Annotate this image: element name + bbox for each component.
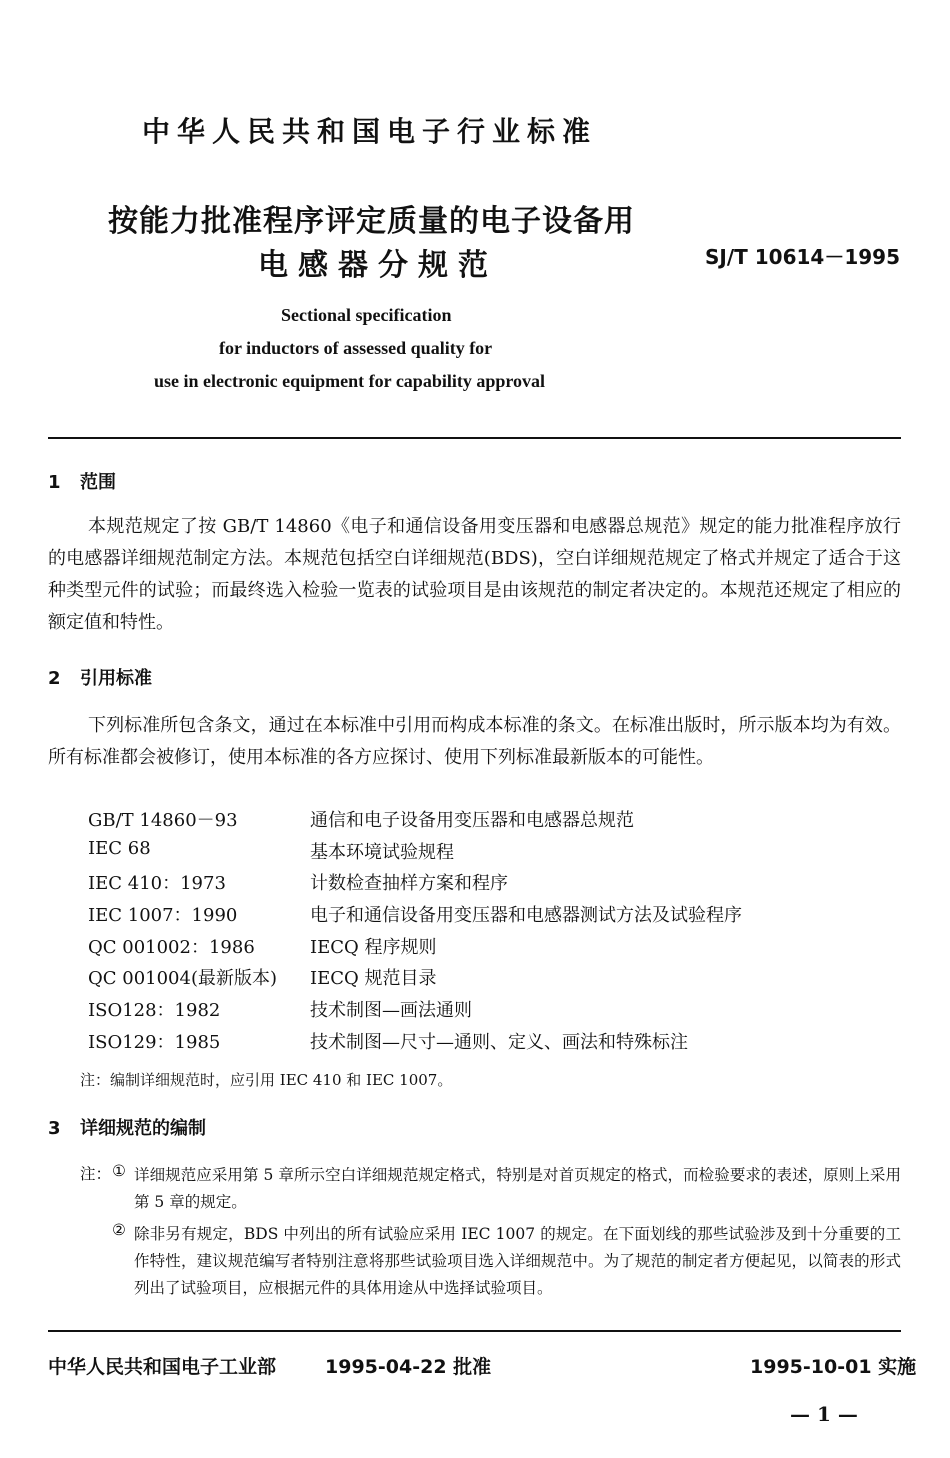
section-2-number: 2 — [48, 668, 61, 689]
page-number: — 1 — — [790, 1402, 858, 1426]
reference-code: IEC 410：1973 — [88, 873, 226, 895]
reference-code: QC 001004(最新版本) — [88, 968, 278, 990]
footer-issuer: 中华人民共和国电子工业部 — [48, 1356, 277, 1378]
reference-code: ISO128：1982 — [88, 1000, 221, 1022]
section-1-title: 范围 — [80, 472, 116, 493]
document-title-en-line3: use in electronic equipment for capability approval — [154, 371, 546, 391]
section-3-title: 详细规范的编制 — [80, 1118, 206, 1139]
section-3-heading — [48, 1114, 206, 1140]
document-header-organization: 中华人民共和国电子行业标准 — [142, 115, 598, 148]
section-1-paragraph: 本规范规定了按 GB/T 14860《电子和通信设备用变压器和电感器总规范》规定的能力批准程序放行的电感器详细规范制定方法。本规范包括空白详细规范(BDS)，空白详细规范规定了格式并规定了适合于这种类型元件的试验；而最终选入检验一览表的试验项目是由该规范的制定者决定的。本规范还规定了相应的额定值和特性。 — [48, 516, 901, 633]
reference-code: IEC 68 — [88, 837, 151, 859]
reference-code: ISO129：1985 — [88, 1031, 221, 1053]
document-title-cn-line2: 电感器分规范 — [258, 248, 498, 283]
reference-title: 通信和电子设备用变压器和电感器总规范 — [310, 810, 634, 831]
section-2-paragraph: 下列标准所包含条文，通过在本标准中引用而构成本标准的条文。在标准出版时，所示版本均为有效。所有标准都会被修订，使用本标准的各方应探讨、使用下列标准最新版本的可能性。 — [48, 715, 901, 768]
section-2-heading — [48, 664, 152, 690]
section-3-note-1: 详细规范应采用第 5 章所示空白详细规范规定格式，特别是对首页规定的格式，而检验要求的表述，原则上采用第 5 章的规定。 — [134, 1166, 901, 1211]
reference-title: IECQ 规范目录 — [310, 968, 437, 990]
reference-title: 计数检查抽样方案和程序 — [310, 873, 508, 895]
section-2-title: 引用标准 — [80, 668, 152, 689]
section-1-number: 1 — [48, 472, 61, 493]
standard-code: SJ/T 10614－1995 — [705, 245, 900, 269]
document-title-en-line2: for inductors of assessed quality for — [219, 338, 493, 358]
reference-code: QC 001002：1986 — [88, 936, 255, 958]
reference-title: 基本环境试验规程 — [310, 841, 454, 863]
reference-code: IEC 1007：1990 — [88, 905, 238, 927]
reference-title: 电子和通信设备用变压器和电感器测试方法及试验程序 — [310, 905, 742, 927]
section-3-note-2: 除非另有规定，BDS 中列出的所有试验应采用 IEC 1007 的规定。在下面划线的那些试验涉及到十分重要的工作特性，建议规范编写者特别注意将那些试验项目选入详细规范中。为了规范的制定者方便起见，以简表的形式列出了试验项目，应根据元件的具体用途从中选择试验项目。 — [134, 1225, 901, 1297]
reference-title: 技术制图—画法通则 — [310, 1000, 472, 1022]
footer-approved-date: 1995-04-22 批准 — [325, 1356, 492, 1378]
reference-title: IECQ 程序规则 — [310, 936, 437, 958]
section-3-number: 3 — [48, 1118, 61, 1139]
reference-code: GB/T 14860－93 — [88, 810, 238, 831]
document-title-cn-line1: 按能力批准程序评定质量的电子设备用 — [108, 204, 635, 239]
section-2-note: 注：编制详细规范时，应引用 IEC 410 和 IEC 1007。 — [80, 1071, 453, 1089]
section-3-note-1-marker: ① — [112, 1162, 126, 1180]
header-divider — [48, 437, 901, 439]
section-3-note-2-marker: ② — [112, 1221, 126, 1239]
reference-title: 技术制图—尺寸—通则、定义、画法和特殊标注 — [310, 1031, 688, 1053]
footer-divider — [48, 1330, 901, 1332]
section-1-heading — [48, 468, 116, 494]
document-title-en-line1: Sectional specification — [281, 305, 452, 325]
footer-implementation-date: 1995-10-01 实施 — [750, 1356, 917, 1378]
section-3-note-prefix: 注： — [80, 1165, 112, 1183]
